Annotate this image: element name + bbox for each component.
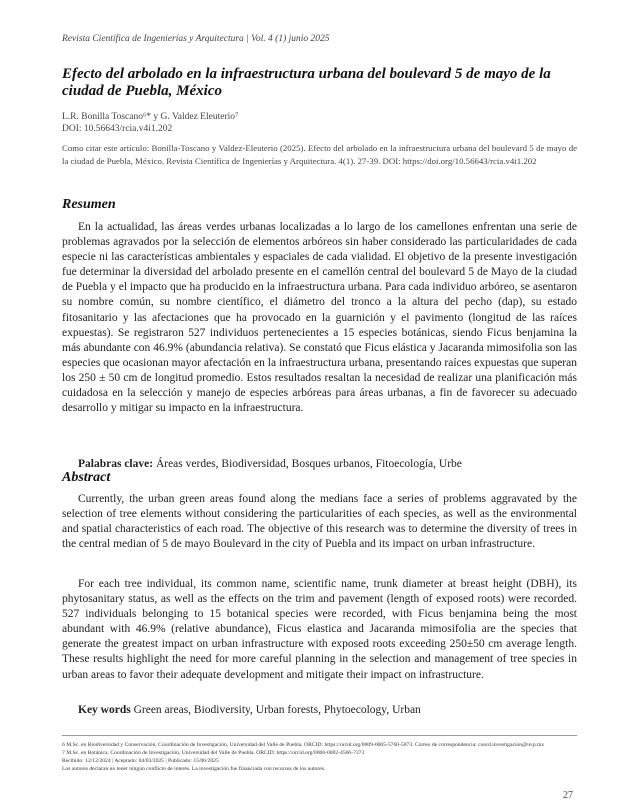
keywords-en: [62, 704, 593, 716]
abstract-paragraph-2: For each tree individual, its common name, scientific name, trunk diameter at breast height (DBH), its phytosanitary status, as well as the effects on the trim and pavement (length of exposed roots) were recorded. 527 individuals belonging to 15 botanical species were recorded, with Ficus benjamina being the most abundant with 46.9% (relative abundance), Ficus elastica and Jacaranda mimosifolia are the species that generate the greatest impact on urban infrastructure with exposed roots exceeding 250±50 cm average length. These results highlight the need for more careful planning in the selection and management of tree species in urban areas to favor their adequate development and mitigate their impact on infrastructure.: [62, 578, 577, 681]
abstract-heading: Abstract: [62, 470, 111, 485]
resumen-paragraph: En la actualidad, las áreas verdes urbanas localizadas a lo largo de los camellones enfrentan una serie de problemas agravados por la selección de elementos arbóreos sin haber considerado las particularidades de cada especie ni las características ambientales y espaciales de cada vialidad. El objetivo de la presente investigación fue determinar la diversidad del arbolado presente en el camellón central del boulevard 5 de Mayo de la ciudad de Puebla y el impacto que ha producido en la infraestructura urbana. Para cada individuo arbóreo, se asentaron su nombre común, su nombre científico, el diámetro del tronco a la altura del pecho (dap), su estado fitosanitario y las afectaciones que ha provocado en la guarnición y el pavimento (longitud de las raíces expuestas). Se registraron 527 individuos pertenecientes a 15 especies botánicas, siendo Ficus benjamina la más abundante con 46.9% (abundancia relativa). Se constató que Ficus elástica y Jacaranda mimosifolia son las especies que ocasionan mayor afectación en la infraestructura urbana, presentando raíces expuestas que superan los 250 ± 50 cm de longitud promedio. Estos resultados resaltan la necesidad de realizar una planificación más cuidadosa en la selección y manejo de especies arbóreas para áreas urbanas, a fin de favorecer su adecuado desarrollo y mitigar su impacto en la infraestructura.: [62, 221, 577, 415]
footnote-7: 7 M.Sc. en Botánica, Coordinación de Investigación, Universidad del Valle de Puebla. ORCID: https://orcid.org/0000-0002-4566-7373: [62, 750, 365, 756]
keywords-es: [62, 458, 593, 470]
citation-note: Como citar este artículo: Bonilla-Toscano y Valdez-Eleuterio (2025). Efecto del arbolado en la infraestructura urbana del boulevard 5 de mayo de la ciudad de Puebla, México. Revista Científica de Ingenierías y Arquitectura. 4(1). 27-39. DOI: https://doi.org/10.56643/rcia.v4i1.202: [62, 143, 577, 166]
footnote-6: 6 M.Sc. en Biodiversidad y Conservación, Coordinación de Investigación, Universidad del Valle de Puebla. ORCID: https://orcid.org/0009-0005-5760-5873. Correo de correspondencia: coord.investigacion@uvp.mx: [62, 742, 545, 748]
keywords-en-values: Green areas, Biodiversity, Urban forests, Phytoecology, Urban: [133, 704, 421, 716]
journal-header: Revista Científica de Ingenierías y Arquitectura | Vol. 4 (1) junio 2025: [62, 34, 330, 44]
doi: DOI: 10.56643/rcia.v4i1.202: [62, 124, 173, 134]
resumen-heading: Resumen: [62, 197, 116, 212]
footnote-conflict: Los autores declaran no tener ningún conflicto de interés. La investigación fue financiada con recursos de los autores.: [62, 766, 326, 772]
footnote-divider: [62, 735, 577, 736]
footnote-dates: Recibido: 12/12/2024 | Aceptado: 04/03/2025 | Publicado: 15/06/2025: [62, 758, 219, 764]
footnotes: [62, 741, 577, 773]
article-title: Efecto del arbolado en la infraestructura urbana del boulevard 5 de mayo de la ciudad de Puebla, México: [62, 66, 551, 99]
authors: L.R. Bonilla Toscano⁶* y G. Valdez Eleuterio⁷: [62, 112, 239, 122]
abstract-paragraph-1: Currently, the urban green areas found along the medians face a series of problems aggravated by the selection of tree elements without considering the particularities of each species, as well as the environmental and spatial characteristics of each road. The objective of this research was to determine the diversity of trees in the central median of 5 de mayo Boulevard in the city of Puebla and its impact on urban infrastructure.: [62, 493, 577, 551]
page-number: 27: [563, 790, 573, 801]
keywords-es-values: Áreas verdes, Biodiversidad, Bosques urbanos, Fitoecología, Urbe: [155, 458, 462, 470]
keywords-es-label: Palabras clave:: [78, 458, 154, 470]
keywords-en-label: Key words: [78, 704, 131, 716]
